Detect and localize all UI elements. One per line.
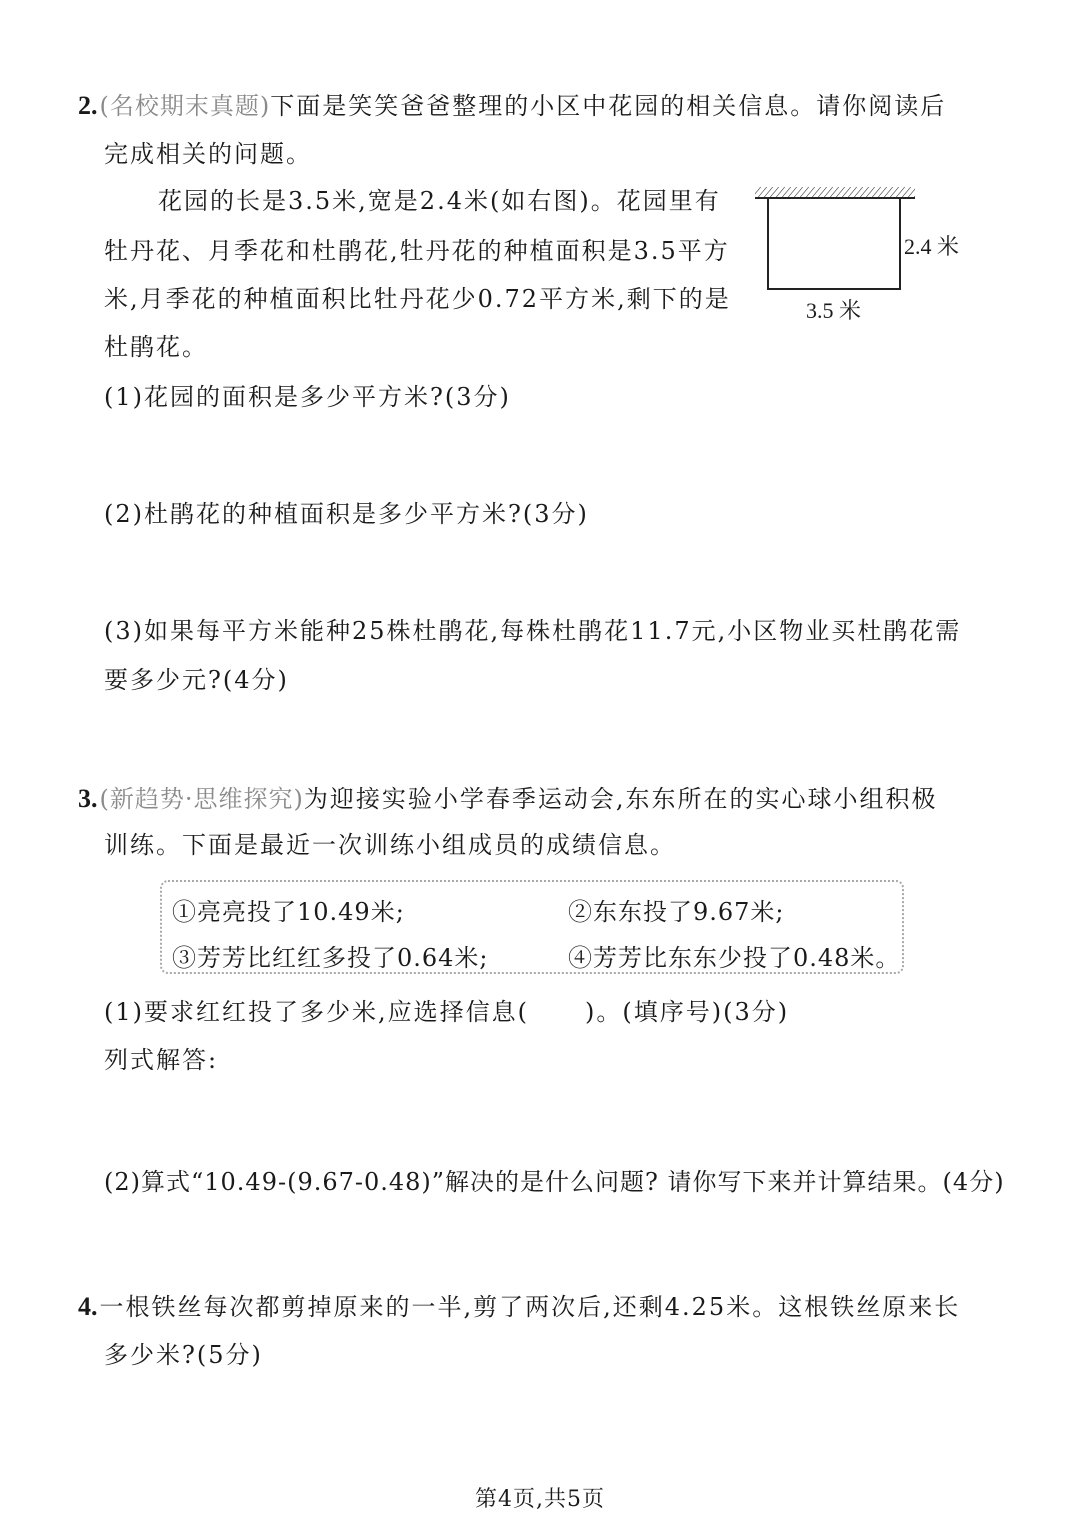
q3-info-box xyxy=(160,880,904,974)
q3-intro-text: 为迎接实验小学春季运动会,东东所在的实心球小组积极 xyxy=(303,785,938,813)
info-item-1: ①亮亮投了10.49米; xyxy=(172,898,405,926)
q2-sub3-line2: 要多少元?(4分) xyxy=(104,666,289,694)
q4-number: 4. xyxy=(78,1292,98,1321)
garden-width-label: 2.4 米 xyxy=(904,234,960,259)
q3-sub1-text-a: (1)要求红红投了多少米,应选择信息( xyxy=(104,998,529,1026)
q2-intro-text: 下面是笑笑爸爸整理的小区中花园的相关信息。请你阅读后 xyxy=(270,92,947,120)
q2-intro-line1 xyxy=(78,90,946,121)
q2-para-line1: 花园的长是3.5米,宽是2.4米(如右图)。花园里有 xyxy=(158,187,721,215)
q2-sub3-line1: (3)如果每平方米能种25株杜鹃花,每株杜鹃花11.7元,小区物业买杜鹃花需 xyxy=(104,617,962,645)
q3-intro-line1 xyxy=(78,783,938,814)
garden-figure xyxy=(750,185,980,335)
q2-sub1: (1)花园的面积是多少平方米?(3分) xyxy=(104,383,511,411)
q2-tag: (名校期末真题) xyxy=(99,92,271,120)
q3-sub1 xyxy=(104,998,789,1027)
q3-sub2: (2)算式“10.49-(9.67-0.48)”解决的是什么问题? 请你写下来并计算结果。(4分) xyxy=(104,1168,1005,1196)
info-item-4: ④芳芳比东东少投了0.48米。 xyxy=(568,944,901,972)
garden-rectangle xyxy=(768,198,900,289)
q3-number: 3. xyxy=(78,784,98,813)
info-item-2: ②东东投了9.67米; xyxy=(568,898,785,926)
q4-line2: 多少米?(5分) xyxy=(104,1341,263,1369)
q2-sub2: (2)杜鹃花的种植面积是多少平方米?(3分) xyxy=(104,500,589,528)
q2-para-line4: 杜鹃花。 xyxy=(104,333,208,361)
q2-number: 2. xyxy=(78,91,98,120)
q3-intro-line2: 训练。下面是最近一次训练小组成员的成绩信息。 xyxy=(104,831,676,859)
q4-text: 一根铁丝每次都剪掉原来的一半,剪了两次后,还剩4.25米。这根铁丝原来长 xyxy=(99,1293,961,1321)
q2-para-line2: 牡丹花、月季花和杜鹃花,牡丹花的种植面积是3.5平方 xyxy=(104,237,730,265)
garden-length-label: 3.5 米 xyxy=(806,298,862,323)
q3-tag: (新趋势·思维探究) xyxy=(99,785,304,813)
q4-line1 xyxy=(78,1291,960,1322)
q3-sub1-answer-label: 列式解答: xyxy=(104,1046,219,1074)
q2-para-line3: 米,月季花的种植面积比牡丹花少0.72平方米,剩下的是 xyxy=(104,285,731,313)
wall-hatching xyxy=(755,187,915,198)
q3-sub1-text-b: )。(填序号)(3分) xyxy=(585,998,790,1026)
q2-intro-line2: 完成相关的问题。 xyxy=(104,140,312,168)
page-footer: 第4页,共5页 xyxy=(475,1487,605,1512)
info-item-3: ③芳芳比红红多投了0.64米; xyxy=(172,944,489,972)
